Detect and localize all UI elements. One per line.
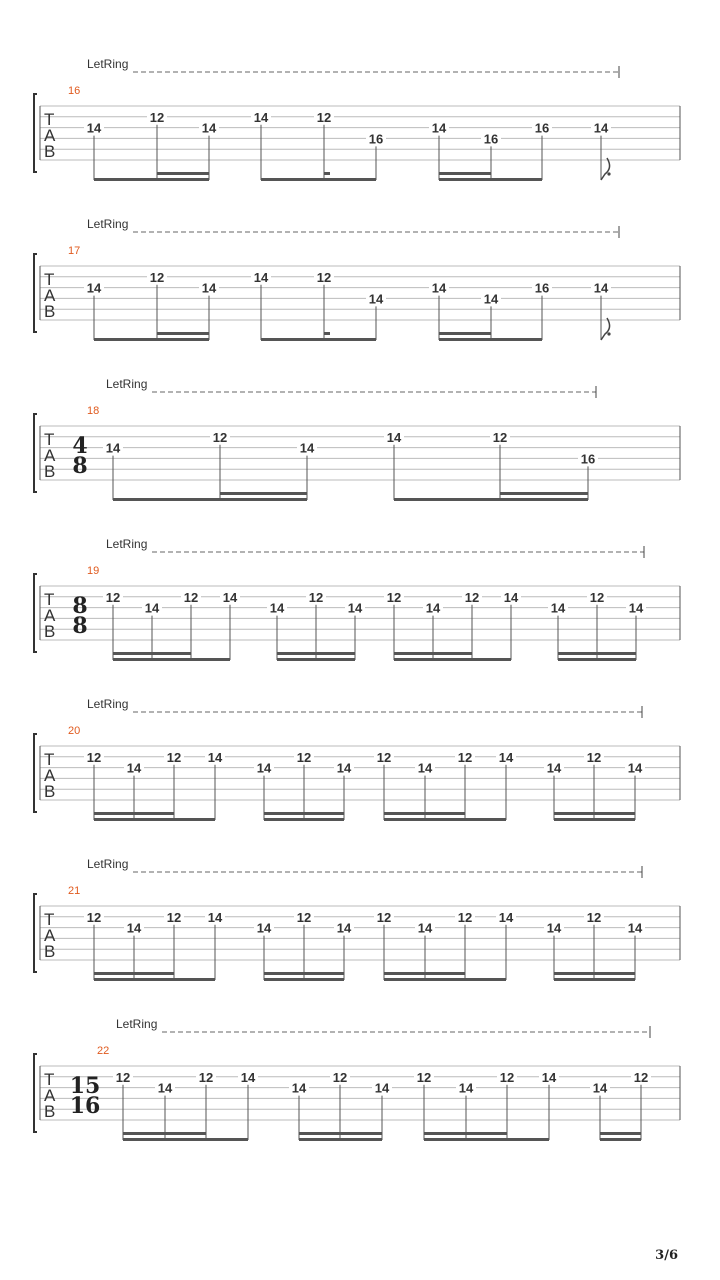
fret-number: 14 — [201, 120, 217, 136]
fret-number: 14 — [431, 280, 447, 296]
fret-number: 14 — [336, 920, 352, 936]
beam-primary — [554, 978, 635, 981]
fret-number: 14 — [627, 760, 643, 776]
fret-number: 14 — [201, 280, 217, 296]
beam-hook — [324, 332, 330, 335]
measure-number: 17 — [68, 245, 81, 257]
tab-clef-letter: B — [44, 942, 56, 961]
fret-number: 12 — [376, 749, 392, 765]
tab-clef-letter: A — [44, 606, 56, 625]
tab-clef-letter: T — [44, 750, 55, 769]
fret-number: 12 — [212, 429, 228, 445]
beam-primary — [94, 978, 215, 981]
fret-number: 14 — [503, 589, 519, 605]
fret-number: 14 — [368, 291, 384, 307]
fret-number: 12 — [308, 589, 324, 605]
fret-number: 12 — [316, 269, 332, 285]
beam-secondary — [554, 812, 635, 815]
fret-number: 12 — [149, 109, 165, 125]
time-signature-top: 8 — [72, 593, 88, 619]
fret-number: 12 — [86, 749, 102, 765]
beam-primary — [439, 178, 542, 181]
fret-number: 14 — [240, 1069, 256, 1085]
fret-number: 14 — [347, 600, 363, 616]
fret-number: 14 — [431, 120, 447, 136]
system-20 — [34, 697, 680, 821]
beam-primary — [261, 178, 376, 181]
beam-secondary — [384, 812, 465, 815]
beam-primary — [384, 818, 506, 821]
fret-number: 14 — [417, 920, 433, 936]
let-ring-label: LetRing — [87, 697, 129, 711]
fret-number: 14 — [498, 749, 514, 765]
fret-number: 14 — [126, 760, 142, 776]
beam-secondary — [299, 1132, 382, 1135]
tab-clef-letter: T — [44, 430, 55, 449]
measure-number: 18 — [87, 405, 100, 417]
measure-number: 22 — [97, 1045, 110, 1057]
beam-secondary — [384, 972, 465, 975]
beam-secondary — [94, 812, 174, 815]
beam-primary — [394, 658, 511, 661]
fret-number: 12 — [464, 589, 480, 605]
fret-number: 14 — [498, 909, 514, 925]
fret-number: 12 — [586, 749, 602, 765]
system-bracket — [34, 414, 37, 492]
beam-primary — [424, 1138, 549, 1141]
fret-number: 12 — [149, 269, 165, 285]
fret-number: 14 — [546, 760, 562, 776]
fret-number: 14 — [256, 920, 272, 936]
beam-secondary — [394, 652, 472, 655]
fret-number: 14 — [593, 280, 609, 296]
fret-number: 16 — [368, 131, 384, 147]
fret-number: 12 — [86, 909, 102, 925]
tab-clef-letter: B — [44, 782, 56, 801]
fret-number: 12 — [499, 1069, 515, 1085]
system-bracket — [34, 254, 37, 332]
let-ring-label: LetRing — [87, 217, 129, 231]
let-ring-label: LetRing — [87, 857, 129, 871]
page-number: 3/6 — [655, 1248, 678, 1263]
fret-number: 14 — [126, 920, 142, 936]
tab-clef-letter: A — [44, 926, 56, 945]
tab-clef-letter: A — [44, 1086, 56, 1105]
let-ring-label: LetRing — [106, 377, 148, 391]
fret-number: 14 — [105, 440, 121, 456]
rest-dot — [607, 332, 610, 335]
tab-clef-letter: B — [44, 302, 56, 321]
fret-number: 14 — [386, 429, 402, 445]
beam-secondary — [220, 492, 307, 495]
beam-primary — [113, 658, 230, 661]
tab-clef-letter: A — [44, 286, 56, 305]
time-signature-top: 15 — [69, 1073, 101, 1099]
fret-number: 14 — [628, 600, 644, 616]
beam-primary — [277, 658, 355, 661]
fret-number: 14 — [86, 280, 102, 296]
system-22 — [34, 1017, 680, 1141]
fret-number: 14 — [546, 920, 562, 936]
beam-primary — [384, 978, 506, 981]
system-18 — [34, 377, 680, 501]
time-signature-bottom: 8 — [72, 453, 88, 479]
fret-number: 12 — [457, 909, 473, 925]
fret-number: 14 — [627, 920, 643, 936]
system-bracket — [34, 734, 37, 812]
system-17 — [34, 217, 680, 341]
tab-clef-letter: B — [44, 142, 56, 161]
system-bracket — [34, 1054, 37, 1132]
beam-primary — [264, 818, 344, 821]
fret-number: 12 — [457, 749, 473, 765]
tab-clef-letter: B — [44, 622, 56, 641]
rest-mark — [601, 318, 610, 340]
beam-secondary — [500, 492, 588, 495]
fret-number: 12 — [386, 589, 402, 605]
beam-primary — [113, 498, 307, 501]
measure-number: 16 — [68, 85, 81, 97]
beam-primary — [94, 818, 215, 821]
fret-number: 14 — [483, 291, 499, 307]
fret-number: 14 — [144, 600, 160, 616]
fret-number: 12 — [296, 909, 312, 925]
fret-number: 14 — [269, 600, 285, 616]
fret-number: 12 — [198, 1069, 214, 1085]
tab-clef-letter: T — [44, 270, 55, 289]
fret-number: 14 — [157, 1080, 173, 1096]
fret-number: 14 — [592, 1080, 608, 1096]
fret-number: 14 — [336, 760, 352, 776]
measure-number: 20 — [68, 725, 81, 737]
beam-primary — [439, 338, 542, 341]
beam-secondary — [277, 652, 355, 655]
fret-number: 14 — [550, 600, 566, 616]
fret-number: 14 — [207, 749, 223, 765]
measure-number: 21 — [68, 885, 81, 897]
system-21 — [34, 857, 680, 981]
fret-number: 12 — [166, 749, 182, 765]
beam-secondary — [439, 332, 491, 335]
tab-clef-letter: A — [44, 446, 56, 465]
rest-mark — [601, 158, 610, 180]
beam-secondary — [424, 1132, 507, 1135]
beam-secondary — [558, 652, 636, 655]
beam-secondary — [94, 972, 174, 975]
fret-number: 12 — [492, 429, 508, 445]
tab-clef-letter: T — [44, 910, 55, 929]
system-bracket — [34, 894, 37, 972]
fret-number: 16 — [534, 280, 550, 296]
fret-number: 12 — [296, 749, 312, 765]
fret-number: 14 — [291, 1080, 307, 1096]
fret-number: 16 — [580, 451, 596, 467]
beam-secondary — [113, 652, 191, 655]
fret-number: 14 — [417, 760, 433, 776]
beam-primary — [394, 498, 588, 501]
tab-clef-letter: B — [44, 462, 56, 481]
let-ring-label: LetRing — [106, 537, 148, 551]
tab-clef-letter: A — [44, 126, 56, 145]
fret-number: 14 — [253, 109, 269, 125]
beam-secondary — [123, 1132, 206, 1135]
beam-primary — [94, 178, 209, 181]
fret-number: 14 — [222, 589, 238, 605]
fret-number: 12 — [105, 589, 121, 605]
fret-number: 12 — [376, 909, 392, 925]
fret-number: 16 — [483, 131, 499, 147]
time-signature-bottom: 8 — [72, 613, 88, 639]
fret-number: 12 — [332, 1069, 348, 1085]
let-ring-label: LetRing — [87, 57, 129, 71]
beam-secondary — [554, 972, 635, 975]
tab-clef-letter: T — [44, 1070, 55, 1089]
fret-number: 14 — [86, 120, 102, 136]
tab-clef-letter: B — [44, 1102, 56, 1121]
fret-number: 14 — [593, 120, 609, 136]
beam-secondary — [157, 172, 209, 175]
fret-number: 12 — [183, 589, 199, 605]
beam-secondary — [264, 972, 344, 975]
beam-primary — [123, 1138, 248, 1141]
beam-secondary — [600, 1132, 641, 1135]
beam-primary — [600, 1138, 641, 1141]
beam-primary — [264, 978, 344, 981]
system-bracket — [34, 94, 37, 172]
system-16 — [34, 57, 680, 181]
beam-primary — [299, 1138, 382, 1141]
fret-number: 14 — [207, 909, 223, 925]
system-bracket — [34, 574, 37, 652]
fret-number: 14 — [374, 1080, 390, 1096]
beam-primary — [554, 818, 635, 821]
beam-primary — [94, 338, 209, 341]
fret-number: 14 — [458, 1080, 474, 1096]
beam-hook — [324, 172, 330, 175]
fret-number: 12 — [416, 1069, 432, 1085]
time-signature-bottom: 16 — [69, 1093, 101, 1119]
beam-secondary — [157, 332, 209, 335]
measure-number: 19 — [87, 565, 100, 577]
fret-number: 16 — [534, 120, 550, 136]
tab-clef-letter: A — [44, 766, 56, 785]
beam-primary — [558, 658, 636, 661]
beam-secondary — [439, 172, 491, 175]
let-ring-label: LetRing — [116, 1017, 158, 1031]
fret-number: 14 — [253, 269, 269, 285]
fret-number: 12 — [586, 909, 602, 925]
rest-dot — [607, 172, 610, 175]
fret-number: 14 — [256, 760, 272, 776]
fret-number: 14 — [541, 1069, 557, 1085]
fret-number: 12 — [589, 589, 605, 605]
fret-number: 14 — [299, 440, 315, 456]
fret-number: 12 — [316, 109, 332, 125]
fret-number: 12 — [633, 1069, 649, 1085]
beam-primary — [261, 338, 376, 341]
system-19 — [34, 537, 680, 661]
tab-clef-letter: T — [44, 110, 55, 129]
time-signature-top: 4 — [72, 433, 88, 459]
beam-secondary — [264, 812, 344, 815]
fret-number: 12 — [166, 909, 182, 925]
fret-number: 14 — [425, 600, 441, 616]
fret-number: 12 — [115, 1069, 131, 1085]
tab-clef-letter: T — [44, 590, 55, 609]
